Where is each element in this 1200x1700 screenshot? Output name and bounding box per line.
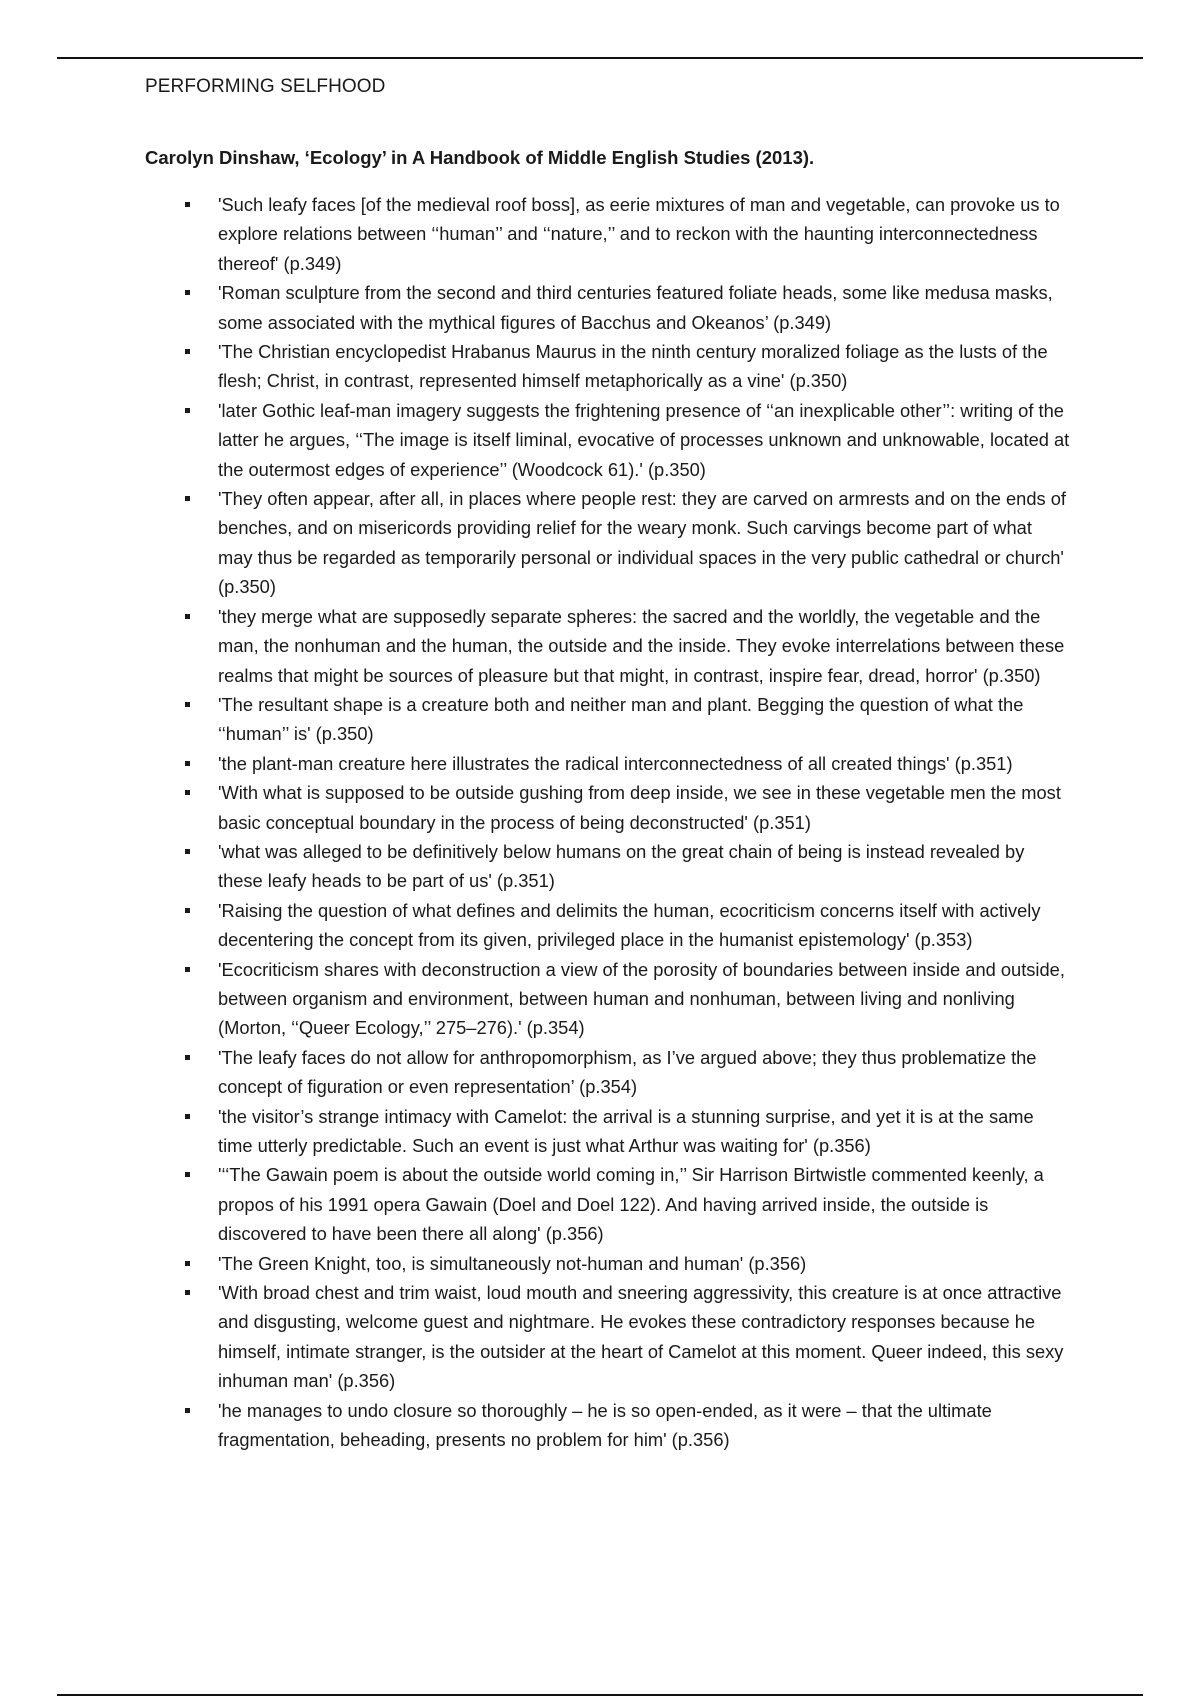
footer-rule bbox=[57, 1694, 1143, 1696]
bullet-icon bbox=[185, 761, 190, 766]
bullet-icon bbox=[185, 614, 190, 619]
bullet-icon bbox=[185, 1290, 190, 1295]
quote-item bbox=[190, 778, 1070, 837]
quote-text: 'later Gothic leaf-man imagery suggests the frightening presence of ‘‘an inexplicable other’’: writing of the latter he argues, ‘‘The image is itself liminal, evocative of processes unknown and unknowable, located at the outermost edges of experience’’ (Woodcock 61).' (p.350) bbox=[218, 399, 1070, 480]
bullet-icon bbox=[185, 1261, 190, 1266]
quote-item bbox=[190, 749, 1070, 778]
quote-text: 'With what is supposed to be outside gushing from deep inside, we see in these vegetable men the most basic conceptual boundary in the process of being deconstructed' (p.351) bbox=[218, 782, 1061, 833]
quote-item bbox=[190, 337, 1070, 396]
quote-text: '‘‘The Gawain poem is about the outside world coming in,’’ Sir Harrison Birtwistle commented keenly, a propos of his 1991 opera Gawain (Doel and Doel 122). And having arrived inside, the outside is discovered to have been there all along' (p.356) bbox=[218, 1164, 1044, 1245]
bullet-icon bbox=[185, 1055, 190, 1060]
quote-text: 'he manages to undo closure so thoroughly – he is so open-ended, as it were – that the ultimate fragmentation, beheading, presents no problem for him' (p.356) bbox=[218, 1399, 992, 1451]
bullet-icon bbox=[185, 849, 190, 854]
quote-text: 'Such leafy faces [of the medieval roof boss], as eerie mixtures of man and vegetable, can provoke us to explore relations between ‘‘human’’ and ‘‘nature,’’ and to reckon with the haunting interconnectedness thereof' (p.349) bbox=[218, 194, 1060, 274]
quote-item bbox=[190, 396, 1070, 484]
quote-item bbox=[190, 1102, 1070, 1161]
quote-text: 'The resultant shape is a creature both and neither man and plant. Begging the question of what the ‘‘human’’ is' (p.350) bbox=[218, 693, 1024, 745]
quote-item bbox=[190, 1278, 1070, 1396]
quote-text: 'With broad chest and trim waist, loud mouth and sneering aggressivity, this creature is at once attractive and disgusting, welcome guest and nightmare. He evokes these contradictory responses because he himself, intimate stranger, is the outsider at the heart of Camelot at this moment. Queer indeed, this sexy inhuman man' (p.356) bbox=[218, 1282, 1064, 1392]
quote-list bbox=[190, 190, 1070, 1454]
quote-text: 'they merge what are supposedly separate spheres: the sacred and the worldly, the vegetable and the man, the nonhuman and the human, the outside and the inside. They evoke interrelations between these realms that might be sources of pleasure but that might, in contrast, inspire fear, dread, horror' (p.350) bbox=[218, 605, 1065, 686]
quote-item bbox=[190, 690, 1070, 749]
bullet-icon bbox=[185, 349, 190, 354]
header-rule bbox=[57, 57, 1143, 59]
quote-item bbox=[190, 190, 1070, 278]
quote-item bbox=[190, 896, 1070, 955]
bullet-icon bbox=[185, 790, 190, 795]
quote-text: 'The Christian encyclopedist Hrabanus Maurus in the ninth century moralized foliage as the lusts of the flesh; Christ, in contrast, represented himself metaphorically as a vine' (p.350) bbox=[218, 341, 1048, 392]
source-heading: Carolyn Dinshaw, ‘Ecology’ in A Handbook of Middle English Studies (2013). bbox=[145, 147, 815, 168]
quote-item bbox=[190, 1396, 1070, 1455]
bullet-icon bbox=[185, 908, 190, 913]
quote-item bbox=[190, 278, 1070, 337]
bullet-icon bbox=[185, 1114, 190, 1119]
bullet-icon bbox=[185, 967, 190, 972]
quote-item bbox=[190, 1160, 1070, 1248]
bullet-icon bbox=[185, 1172, 190, 1177]
quote-text: 'the plant-man creature here illustrates the radical interconnectedness of all created things' (p.351) bbox=[218, 752, 1013, 774]
quote-text: 'the visitor’s strange intimacy with Camelot: the arrival is a stunning surprise, and yet it is at the same time utterly predictable. Such an event is just what Arthur was waiting for' (p.356) bbox=[218, 1105, 1034, 1156]
quote-text: 'They often appear, after all, in places where people rest: they are carved on armrests and on the ends of benches, and on misericords providing relief for the weary monk. Such carvings become part of what may thus be regarded as temporarily personal or individual spaces in the very public cathedral or church' (p.350) bbox=[218, 488, 1066, 598]
quote-item bbox=[190, 484, 1070, 602]
quote-text: 'The leafy faces do not allow for anthropomorphism, as I’ve argued above; they thus problematize the concept of figuration or even representation’ (p.354) bbox=[218, 1046, 1037, 1098]
running-header: PERFORMING SELFHOOD bbox=[145, 76, 386, 97]
bullet-icon bbox=[185, 408, 190, 413]
quote-text: 'Roman sculpture from the second and third centuries featured foliate heads, some like medusa masks, some associated with the mythical figures of Bacchus and Okeanos’ (p.349) bbox=[218, 282, 1053, 333]
bullet-icon bbox=[185, 1408, 190, 1413]
quote-item bbox=[190, 1249, 1070, 1278]
bullet-icon bbox=[185, 702, 190, 707]
quote-text: 'what was alleged to be definitively below humans on the great chain of being is instead revealed by these leafy heads to be part of us' (p.351) bbox=[218, 840, 1025, 892]
quote-text: 'The Green Knight, too, is simultaneously not-human and human' (p.356) bbox=[218, 1252, 807, 1274]
quote-item bbox=[190, 1043, 1070, 1102]
quote-item bbox=[190, 955, 1070, 1043]
quote-text: 'Raising the question of what defines and delimits the human, ecocriticism concerns itself with actively decentering the concept from its given, privileged place in the humanist epistemology' (p.353) bbox=[218, 899, 1041, 951]
quote-item bbox=[190, 837, 1070, 896]
bullet-icon bbox=[185, 202, 190, 207]
bullet-icon bbox=[185, 496, 190, 501]
bullet-icon bbox=[185, 290, 190, 295]
quote-item bbox=[190, 602, 1070, 690]
quote-text: 'Ecocriticism shares with deconstruction a view of the porosity of boundaries between inside and outside, between organism and environment, between human and nonhuman, between living and nonliving (Morton, ‘‘Queer Ecology,’’ 275–276).' (p.354) bbox=[218, 958, 1065, 1039]
